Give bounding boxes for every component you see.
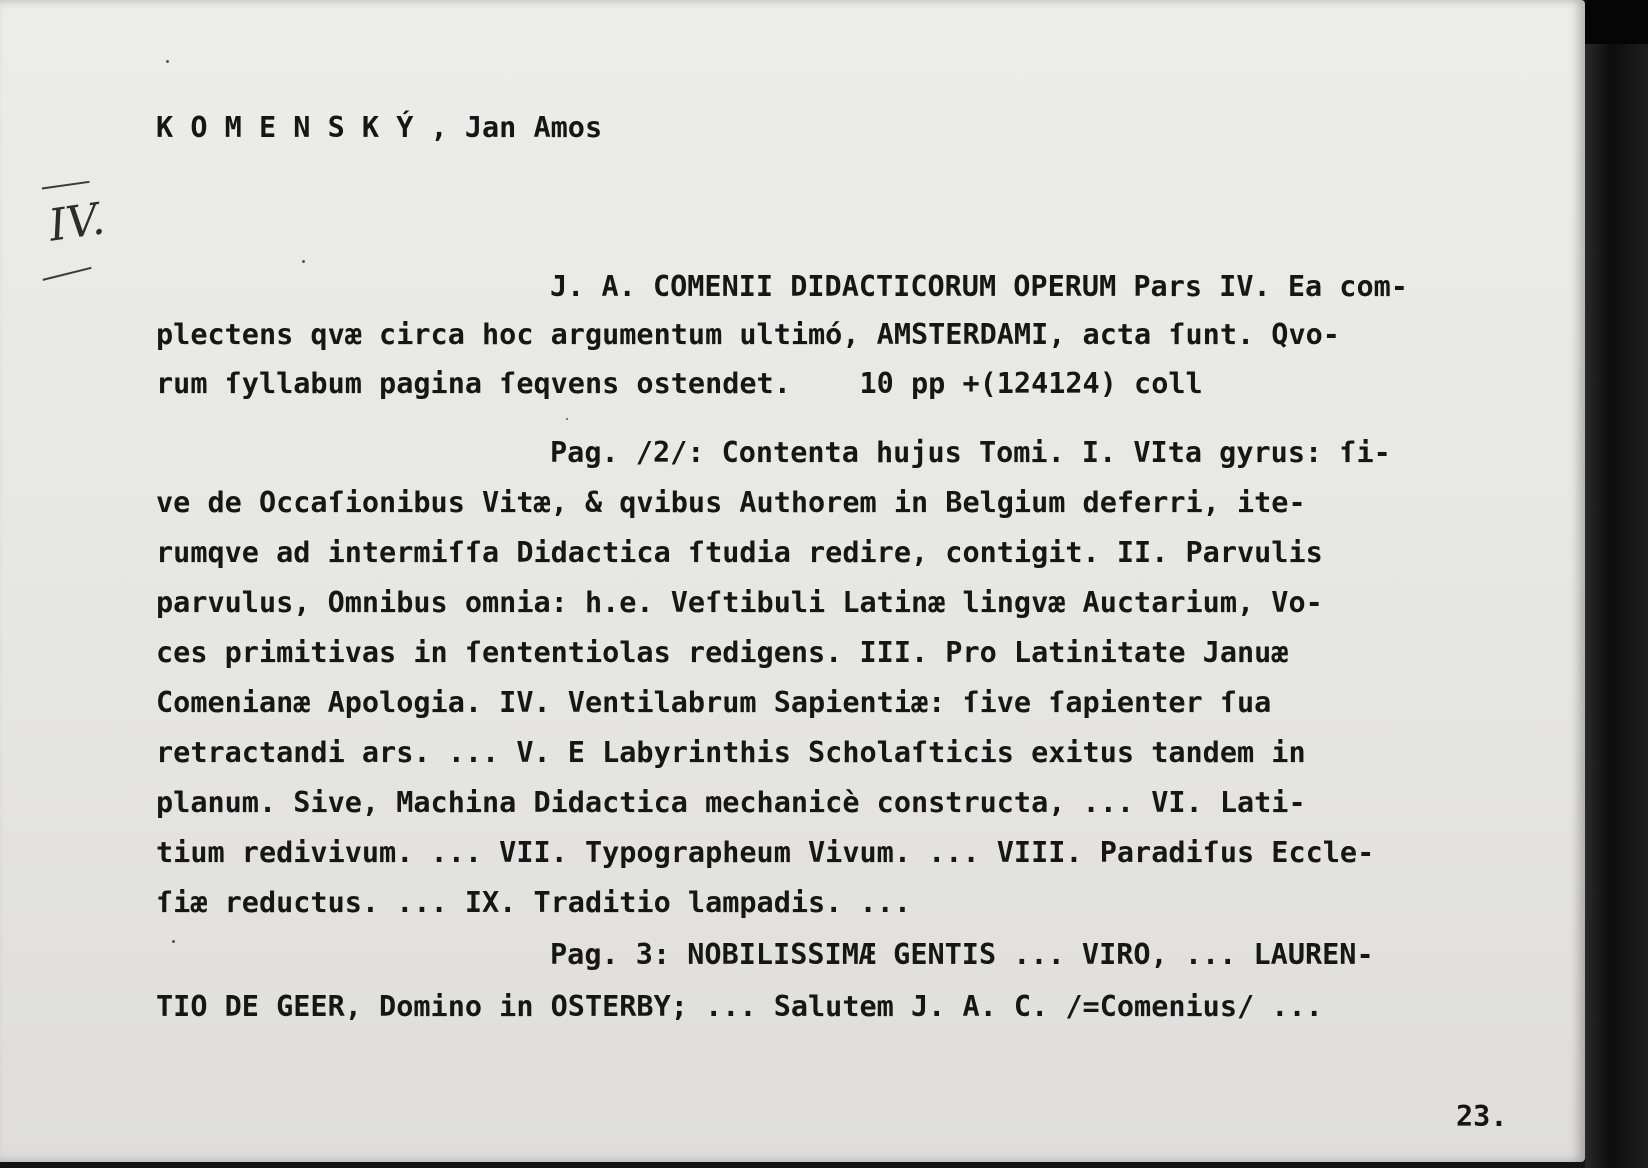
dust-speck — [566, 418, 568, 420]
contents-line-7: retractandi ars. ... V. E Labyrinthis Scholaſticis exitus tandem in — [156, 736, 1306, 769]
contents-line-5: ces primitivas in ſententiolas redigens. III. Pro Latinitate Januæ — [156, 636, 1289, 669]
contents-line-10: ſiæ reductus. ... IX. Traditio lampadis. ... — [156, 886, 911, 919]
contents-line-8: planum. Sive, Machina Didactica mechanicè constructa, ... VI. Lati- — [156, 786, 1306, 819]
author-heading: K O M E N S K Ý , Jan Amos — [156, 111, 603, 144]
dedication-line-2: TIO DE GEER, Domino in OSTERBY; ... Salutem J. A. C. /=Comenius/ ... — [156, 990, 1323, 1023]
contents-line-3: rumqve ad intermiſſa Didactica ſtudia redire, contigit. II. Parvulis — [156, 536, 1323, 569]
scan-right-edge — [1585, 0, 1648, 1168]
dedication-line-1: Pag. 3: NOBILISSIMÆ GENTIS ... VIRO, ... LAUREN- — [550, 938, 1374, 971]
contents-line-9: tium redivivum. ... VII. Typographeum Vivum. ... VIII. Paradiſus Eccle- — [156, 836, 1375, 869]
margin-note-top-stroke — [42, 181, 90, 190]
dust-speck — [302, 260, 305, 263]
contents-line-6: Comenianæ Apologia. IV. Ventilabrum Sapientiæ: ſive ſapienter ſua — [156, 686, 1272, 719]
card-sequence-number: 23. — [1456, 1100, 1508, 1133]
margin-note-text: IV. — [45, 193, 108, 252]
dust-speck — [166, 60, 169, 63]
title-line-1: J. A. COMENII DIDACTICORUM OPERUM Pars IV. Ea com- — [550, 270, 1408, 303]
scan-corner-shadow — [1585, 0, 1648, 44]
title-line-2: plectens qvæ circa hoc argumentum ultimó, AMSTERDAMI, acta ſunt. Qvo- — [156, 318, 1340, 351]
margin-note-bottom-stroke — [43, 267, 92, 281]
dust-speck — [172, 940, 175, 943]
title-line-3: rum ſyllabum pagina ſeqvens ostendet. 10 pp +(124124) coll — [156, 367, 1203, 400]
contents-line-4: parvulus, Omnibus omnia: h.e. Veſtibuli Latinæ lingvæ Auctarium, Vo- — [156, 586, 1323, 619]
handwritten-margin-note — [33, 176, 106, 283]
contents-line-1: Pag. /2/: Contenta hujus Tomi. I. VIta gyrus: ſi- — [550, 436, 1391, 469]
contents-line-2: ve de Occaſionibus Vitæ, & qvibus Authorem in Belgium deferri, ite- — [156, 486, 1306, 519]
